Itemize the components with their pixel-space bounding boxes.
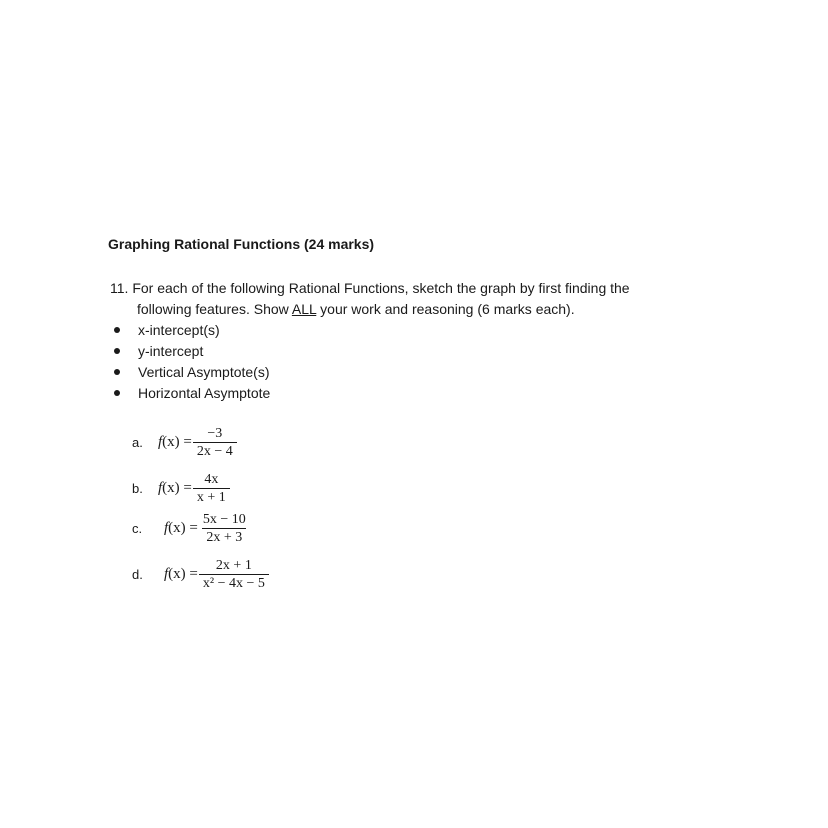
question-text — [110, 278, 730, 320]
function-arg: (x) = — [162, 480, 192, 496]
denominator: x + 1 — [193, 488, 230, 505]
numerator: 4x — [204, 472, 219, 487]
function-lhs — [164, 520, 198, 537]
question-line-1: 11. For each of the following Rational Functions, sketch the graph by first finding the — [110, 280, 630, 296]
feature-label: Horizontal Asymptote — [138, 385, 271, 401]
fraction — [199, 512, 250, 545]
fraction — [199, 558, 269, 591]
feature-label: y-intercept — [138, 343, 204, 359]
denominator: 2x + 3 — [202, 528, 246, 545]
function-label: c. — [132, 521, 143, 536]
list-item — [110, 341, 270, 362]
question-line-2 — [110, 299, 730, 320]
fraction — [193, 426, 237, 459]
function-arg: (x) = — [168, 520, 198, 536]
question-emphasis: ALL — [291, 301, 317, 317]
section-title: Graphing Rational Functions (24 marks) — [108, 236, 375, 252]
question-line-2-end: your work and reasoning (6 marks each). — [316, 301, 575, 317]
feature-label: x-intercept(s) — [138, 322, 220, 338]
function-name: f — [158, 480, 163, 496]
bullet-icon — [114, 390, 120, 396]
denominator: x² − 4x − 5 — [199, 574, 269, 591]
function-label: b. — [132, 481, 143, 496]
function-d — [132, 558, 269, 591]
function-label: a. — [132, 435, 143, 450]
function-a — [132, 426, 237, 459]
numerator: 5x − 10 — [202, 512, 246, 527]
function-name: f — [158, 434, 163, 450]
bullet-icon — [114, 348, 120, 354]
function-c — [132, 512, 250, 545]
bullet-icon — [114, 369, 120, 375]
function-lhs — [158, 480, 192, 497]
fraction — [193, 472, 230, 505]
denominator: 2x − 4 — [193, 442, 237, 459]
function-name: f — [164, 520, 169, 536]
question-line-2-start: following features. Show — [137, 301, 292, 317]
function-b — [132, 472, 230, 505]
feature-label: Vertical Asymptote(s) — [138, 364, 270, 380]
list-item — [110, 320, 270, 341]
function-arg: (x) = — [168, 566, 198, 582]
list-item — [110, 383, 270, 404]
list-item — [110, 362, 270, 383]
function-label: d. — [132, 567, 143, 582]
numerator: −3 — [207, 426, 223, 441]
bullet-icon — [114, 327, 120, 333]
function-arg: (x) = — [162, 434, 192, 450]
function-lhs — [158, 434, 192, 451]
numerator: 2x + 1 — [215, 558, 252, 573]
feature-list — [110, 320, 270, 404]
function-name: f — [164, 566, 169, 582]
function-lhs — [164, 566, 198, 583]
